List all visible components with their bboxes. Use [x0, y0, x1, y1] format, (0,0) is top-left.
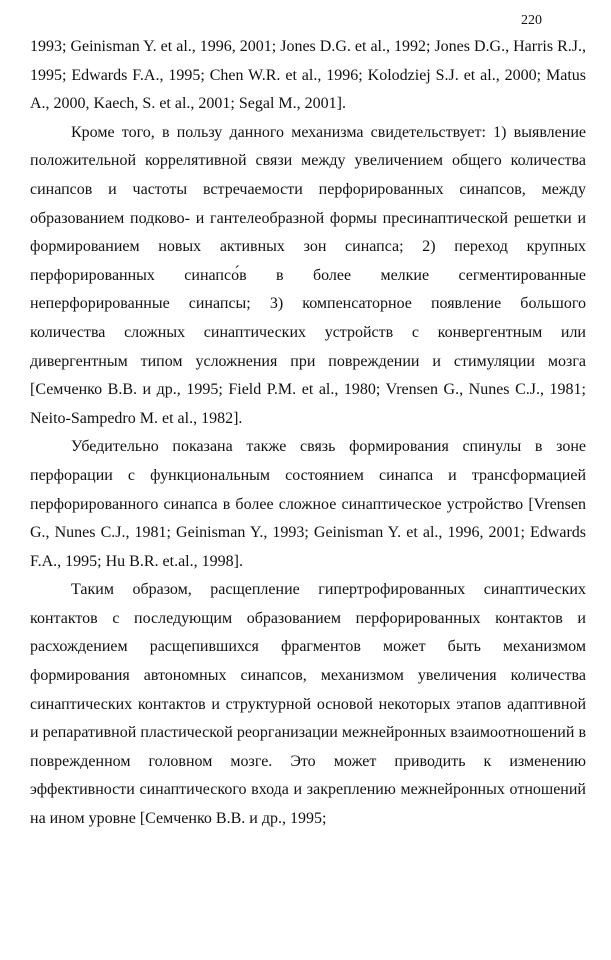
paragraph-spinule-formation: Убедительно показана также связь формирования спинулы в зоне перфорации с функциональным состоянием синапса и трансформацией перфорированного синапса в более сложное синаптическое устройство [Vrensen G., Nunes C.J., 1981; Geinisman Y., 1993; Geinisman Y. et al., 1996, 2001; Edwards F.A., 1995; Hu B.R. et.al., 1998]. — [30, 438, 586, 570]
page-number: 220 — [521, 13, 542, 28]
paragraph-mechanism-evidence: Кроме того, в пользу данного механизма свидетельствует: 1) выявление положительной коррелятивной связи между увеличением общего количества синапсов и частоты встречаемости перфорированных синапсов, между образованием подково- и гантелеобразной формы пресинаптической решетки и формированием новых активных зон синапса; 2) переход крупных перфорированных синапсо́в в более мелкие сегментированные неперфорированные синапсы; 3) компенсаторное появление большого количества сложных синаптических устройств с конвергентным или дивергентным типом усложнения при повреждении и стимуляции мозга [Семченко В.В. и др., 1995; Field P.M. et al., 1980; Vrensen G., Nunes C.J., 1981; Neito-Sampedro M. et al., 1982]. — [30, 123, 586, 427]
paragraph-conclusion: Таким образом, расщепление гипертрофированных синаптических контактов с последующим образованием перфорированных контактов и расхождением расщепившихся фрагментов может быть механизмом формирования автономных синапсов, механизмом увеличения количества синаптических контактов и структурной основой некоторых этапов адаптивной и репаративной пластической реорганизации межнейронных взаимоотношений в поврежденном головном мозге. Это может приводить к изменению эффективности синаптического входа и закреплению межнейронных отношений на ином уровне [Семченко В.В. и др., 1995; — [30, 581, 586, 828]
paragraph-references-continued: 1993; Geinisman Y. et al., 1996, 2001; Jones D.G. et al., 1992; Jones D.G., Harris R.J., 1995; Edwards F.A., 1995; Chen W.R. et al., 1996; Kolodziej S.J. et al., 2000; Matus A., 2000, Kaech, S. et al., 2001; Segal M., 2001]. — [30, 38, 586, 113]
text-body — [30, 33, 586, 834]
